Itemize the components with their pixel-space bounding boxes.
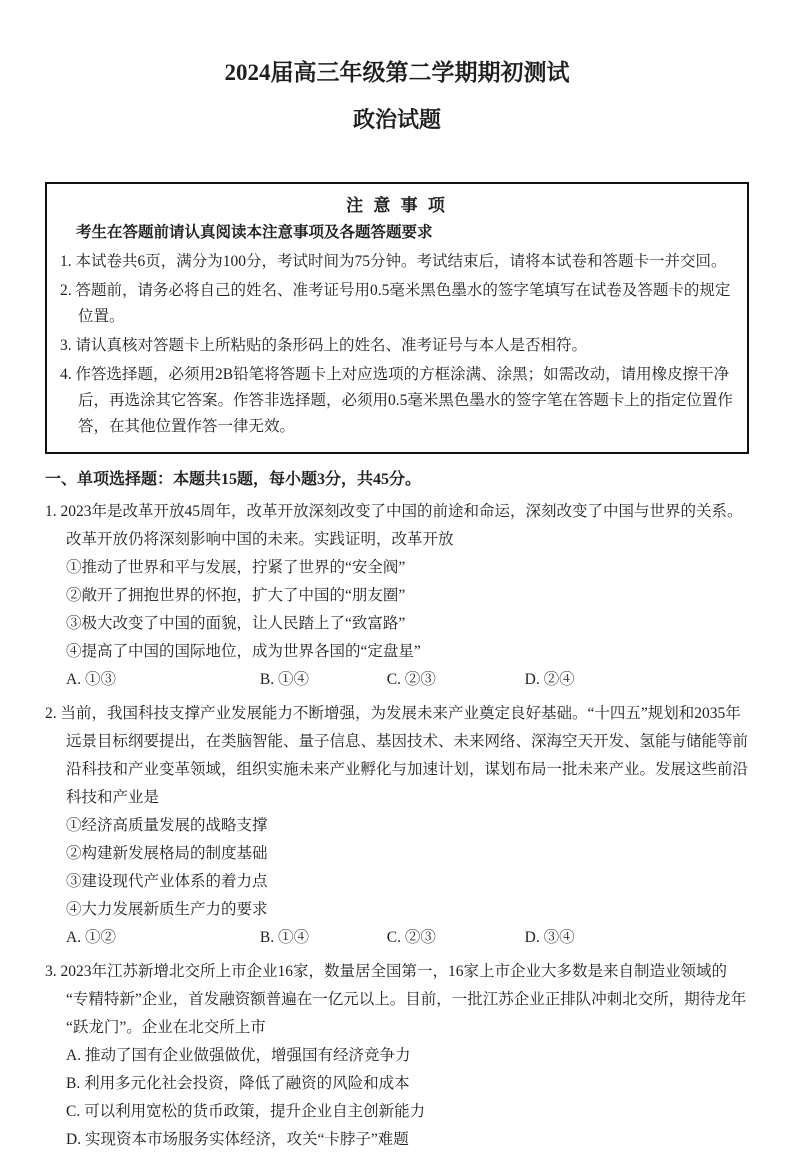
notice-item-1: 1. 本试卷共6页，满分为100分，考试时间为75分钟。考试结束后，请将本试卷和答题卡一并交回。 xyxy=(60,253,727,270)
notice-item-2: 2. 答题前，请务必将自己的姓名、准考证号用0.5毫米黑色墨水的签字笔填写在试卷及答题卡的规定位置。 xyxy=(60,282,731,325)
question-2 xyxy=(45,700,749,952)
question-3-stem: 3. 2023年江苏新增北交所上市企业16家，数量居全国第一，16家上市企业大多数是来自制造业领域的“专精特新”企业，首发融资额普遍在一亿元以上。目前，一批江苏企业正排队冲刺北交所，期待龙年“跃龙门”。企业在北交所上市 xyxy=(45,963,747,1036)
question-1-choice-b: B. ①④ xyxy=(259,671,309,688)
question-3-option-b: B. 利用多元化社会投资，降低了融资的风险和成本 xyxy=(66,1075,410,1092)
question-2-choice-a: A. ①② xyxy=(66,929,116,946)
question-2-choice-b: B. ①④ xyxy=(259,929,309,946)
question-2-statement-1: ①经济高质量发展的战略支撑 xyxy=(66,817,268,834)
question-2-choices xyxy=(66,924,749,952)
question-1-stem: 1. 2023年是改革开放45周年，改革开放深刻改变了中国的前途和命运，深刻改变了中国与世界的关系。改革开放仍将深刻影响中国的未来。实践证明，改革开放 xyxy=(45,503,743,548)
question-1-statement-3: ③极大改变了中国的面貌，让人民踏上了“致富路” xyxy=(66,615,406,632)
exam-title: 2024届高三年级第二学期期初测试 xyxy=(224,60,570,85)
question-2-choice-c: C. ②③ xyxy=(386,929,436,946)
notice-intro: 考生在答题前请认真阅读本注意事项及各题答题要求 xyxy=(76,224,433,241)
question-3-option-a: A. 推动了国有企业做强做优，增强国有经济竞争力 xyxy=(66,1047,411,1064)
question-2-statement-4: ④大力发展新质生产力的要求 xyxy=(66,901,268,918)
question-2-statement-3: ③建设现代产业体系的着力点 xyxy=(66,873,268,890)
question-1-statement-1: ①推动了世界和平与发展，拧紧了世界的“安全阀” xyxy=(66,559,406,576)
notice-item-3: 3. 请认真核对答题卡上所粘贴的条形码上的姓名、准考证号与本人是否相符。 xyxy=(60,337,588,354)
section-heading: 一、单项选择题：本题共15题，每小题3分，共45分。 xyxy=(45,471,422,488)
exam-subtitle: 政治试题 xyxy=(352,107,441,132)
question-1 xyxy=(45,498,749,694)
question-1-choice-a: A. ①③ xyxy=(66,671,116,688)
notice-item-4: 4. 作答选择题，必须用2B铅笔将答题卡上对应选项的方框涂满、涂黑；如需改动，请用橡皮擦干净后，再选涂其它答案。作答非选择题，必须用0.5毫米黑色墨水的签字笔在答题卡上的指定位置作答，在其他位置作答一律无效。 xyxy=(60,366,733,435)
question-2-stem: 2. 当前，我国科技支撑产业发展能力不断增强，为发展未来产业奠定良好基础。“十四五”规划和2035年远景目标纲要提出，在类脑智能、量子信息、基因技术、未来网络、深海空天开发、氢能与储能等前沿科技和产业变革领域，组织实施未来产业孵化与加速计划，谋划布局一批未来产业。发展这些前沿科技和产业是 xyxy=(45,705,749,806)
question-3-option-d: D. 实现资本市场服务实体经济，攻关“卡脖子”难题 xyxy=(66,1131,409,1148)
question-2-statement-row-1 xyxy=(66,812,749,868)
question-3 xyxy=(45,958,749,1154)
notice-box xyxy=(45,182,749,454)
question-2-statement-2: ②构建新发展格局的制度基础 xyxy=(66,845,268,862)
question-2-statement-row-2 xyxy=(66,868,749,924)
notice-heading: 注 意 事 项 xyxy=(346,196,448,215)
question-2-choice-d: D. ③④ xyxy=(524,929,575,946)
question-1-statement-4: ④提高了中国的国际地位，成为世界各国的“定盘星” xyxy=(66,643,421,660)
question-1-choice-c: C. ②③ xyxy=(386,671,436,688)
question-1-choices xyxy=(66,666,749,694)
question-1-choice-d: D. ②④ xyxy=(524,671,575,688)
question-3-option-c: C. 可以利用宽松的货币政策，提升企业自主创新能力 xyxy=(66,1103,426,1120)
question-1-statement-2: ②敞开了拥抱世界的怀抱，扩大了中国的“朋友圈” xyxy=(66,587,406,604)
